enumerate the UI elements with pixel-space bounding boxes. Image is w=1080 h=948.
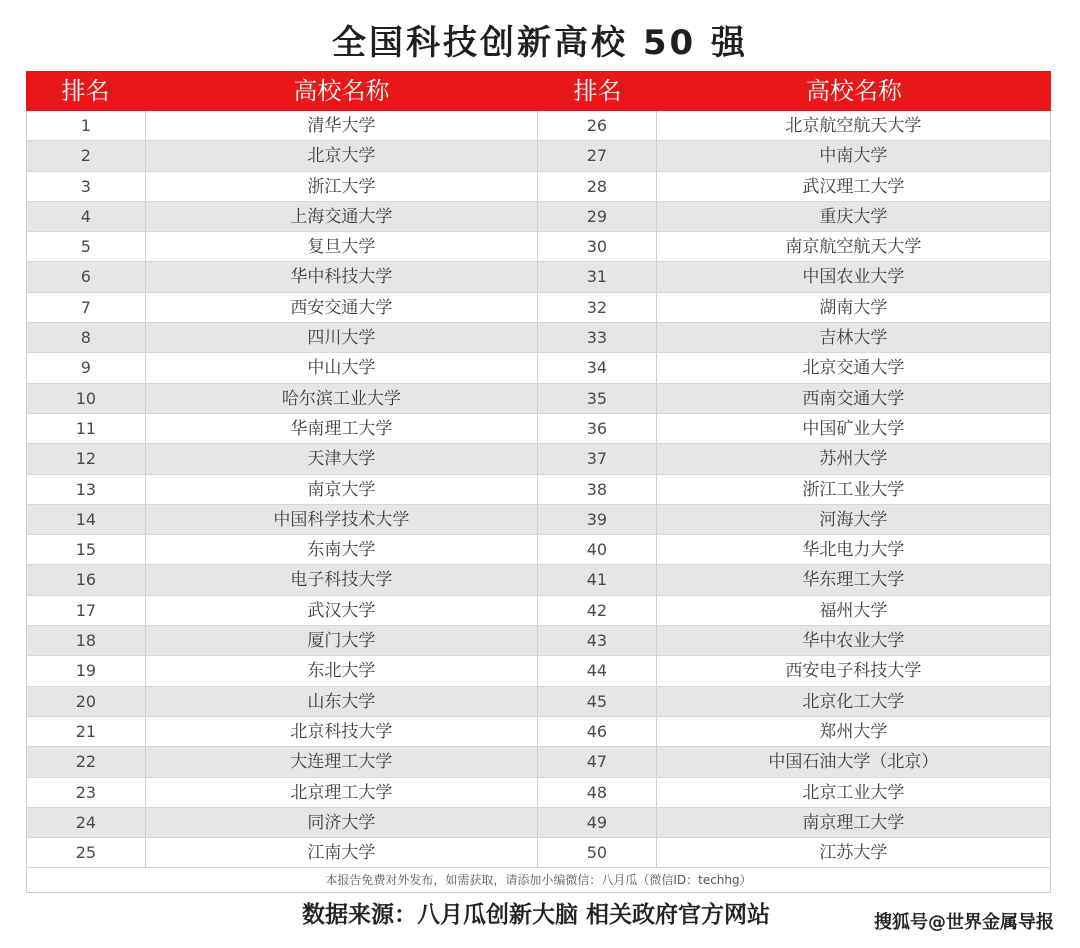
rank-cell: 10: [27, 384, 146, 413]
university-name-cell: 华南理工大学: [146, 414, 538, 443]
table-row: [27, 596, 1050, 626]
ranking-table: [26, 71, 1051, 893]
university-name-cell: 北京工业大学: [802, 782, 905, 803]
university-name-cell: 华中科技大学: [146, 262, 538, 291]
rank-cell: 6: [27, 262, 146, 291]
university-name-cell: 中国矿业大学: [802, 418, 905, 439]
university-name-cell: 北京科技大学: [146, 717, 538, 746]
table-row: [27, 141, 1050, 171]
university-name-cell: 北京大学: [146, 141, 538, 170]
university-name-cell: 南京理工大学: [802, 812, 905, 833]
rank-cell: 21: [27, 717, 146, 746]
table-row: [27, 262, 1050, 292]
rank-cell: 7: [27, 293, 146, 322]
rank-cell: 32: [538, 293, 657, 322]
university-name-cell: 北京航空航天大学: [785, 116, 922, 136]
university-name-cell: 四川大学: [146, 323, 538, 352]
rank-cell: 11: [27, 414, 146, 443]
university-name-cell: 大连理工大学: [146, 747, 538, 776]
rank-cell: 44: [538, 656, 657, 685]
university-name-cell: 华中农业大学: [802, 631, 905, 652]
university-name-cell: 武汉大学: [146, 596, 538, 625]
rank-cell: 27: [538, 141, 657, 170]
university-name-cell: 东南大学: [146, 535, 538, 564]
rank-cell: 31: [538, 262, 657, 291]
university-name-cell: 武汉理工大学: [802, 176, 905, 197]
table-row: [27, 475, 1050, 505]
rank-cell: 47: [538, 747, 657, 776]
rank-cell: 24: [27, 808, 146, 837]
university-name-cell: 北京交通大学: [802, 358, 905, 379]
table-row: [27, 778, 1050, 808]
table-row: [27, 626, 1050, 656]
university-name-cell: 郑州大学: [819, 721, 888, 742]
table-row: [27, 232, 1050, 262]
university-name-cell: 电子科技大学: [146, 565, 538, 594]
rank-cell: 26: [538, 111, 657, 140]
university-name-cell: 上海交通大学: [146, 202, 538, 231]
university-name-cell: 华东理工大学: [802, 570, 905, 591]
rank-cell: 43: [538, 626, 657, 655]
university-name-cell: 中国科学技术大学: [146, 505, 538, 534]
table-row: [27, 747, 1050, 777]
university-name-cell: 福州大学: [819, 600, 888, 621]
university-name-cell: 中南大学: [819, 146, 888, 167]
university-name-cell: 中国农业大学: [802, 267, 905, 288]
university-name-cell: 吉林大学: [819, 328, 888, 349]
university-name-cell: 山东大学: [146, 687, 538, 716]
rank-cell: 15: [27, 535, 146, 564]
table-row: [27, 111, 1050, 141]
rank-cell: 48: [538, 778, 657, 807]
rank-cell: 18: [27, 626, 146, 655]
table-row: [27, 838, 1050, 868]
table-row: [27, 293, 1050, 323]
university-name-cell: 西安交通大学: [146, 293, 538, 322]
university-name-cell: 南京航空航天大学: [785, 237, 922, 258]
table-row: [27, 414, 1050, 444]
table-header: [26, 71, 1051, 111]
university-name-cell: 厦门大学: [146, 626, 538, 655]
university-name-cell: 南京大学: [146, 475, 538, 504]
university-name-cell: 苏州大学: [819, 449, 888, 470]
rank-cell: 39: [538, 505, 657, 534]
university-name-cell: 天津大学: [146, 444, 538, 473]
rank-cell: 25: [27, 838, 146, 867]
rank-cell: 46: [538, 717, 657, 746]
rank-cell: 42: [538, 596, 657, 625]
rank-cell: 41: [538, 565, 657, 594]
table-row: [27, 505, 1050, 535]
rank-cell: 17: [27, 596, 146, 625]
rank-cell: 30: [538, 232, 657, 261]
table-row: [27, 172, 1050, 202]
rank-cell: 33: [538, 323, 657, 352]
rank-cell: 16: [27, 565, 146, 594]
university-name-cell: 湖南大学: [819, 297, 888, 318]
university-name-cell: 北京化工大学: [802, 691, 905, 712]
rank-cell: 1: [27, 111, 146, 140]
university-name-cell: 西南交通大学: [802, 388, 905, 409]
university-name-cell: 中国石油大学（北京）: [768, 752, 939, 773]
university-name-cell: 浙江工业大学: [802, 479, 905, 500]
rank-cell: 3: [27, 172, 146, 201]
rank-cell: 19: [27, 656, 146, 685]
table-row: [27, 717, 1050, 747]
rank-cell: 8: [27, 323, 146, 352]
table-row: [27, 535, 1050, 565]
rank-cell: 23: [27, 778, 146, 807]
university-name-cell: 江南大学: [146, 838, 538, 867]
data-source-text: 数据来源：八月瓜创新大脑 相关政府官方网站: [301, 902, 770, 928]
rank-cell: 50: [538, 838, 657, 867]
rank-cell: 35: [538, 384, 657, 413]
table-row: [27, 687, 1050, 717]
table-row: [27, 323, 1050, 353]
header-rank-left: 排名: [61, 77, 110, 105]
rank-cell: 22: [27, 747, 146, 776]
page-title: 全国科技创新高校 50 强: [332, 23, 748, 63]
rank-cell: 5: [27, 232, 146, 261]
header-rank-right: 排名: [573, 77, 622, 105]
rank-cell: 28: [538, 172, 657, 201]
university-name-cell: 哈尔滨工业大学: [146, 384, 538, 413]
rank-cell: 9: [27, 353, 146, 382]
table-row: [27, 353, 1050, 383]
table-row: [27, 384, 1050, 414]
rank-cell: 2: [27, 141, 146, 170]
rank-cell: 36: [538, 414, 657, 443]
rank-cell: 4: [27, 202, 146, 231]
university-name-cell: 河海大学: [819, 509, 888, 530]
rank-cell: 29: [538, 202, 657, 231]
table-row: [27, 656, 1050, 686]
university-name-cell: 重庆大学: [819, 206, 888, 227]
rank-cell: 13: [27, 475, 146, 504]
rank-cell: 40: [538, 535, 657, 564]
table-row: [27, 444, 1050, 474]
table-note: 本报告免费对外发布，如需获取，请添加小编微信：八月瓜（微信ID：techhg）: [26, 868, 1051, 893]
table-row: [27, 808, 1050, 838]
table-row: [27, 565, 1050, 595]
rank-cell: 38: [538, 475, 657, 504]
rank-cell: 34: [538, 353, 657, 382]
rank-cell: 12: [27, 444, 146, 473]
university-name-cell: 同济大学: [146, 808, 538, 837]
university-name-cell: 西安电子科技大学: [785, 661, 922, 682]
university-name-cell: 东北大学: [146, 656, 538, 685]
university-name-cell: 北京理工大学: [146, 778, 538, 807]
attribution-label: 搜狐号@世界金属导报: [874, 912, 1054, 933]
university-name-cell: 中山大学: [146, 353, 538, 382]
university-name-cell: 浙江大学: [146, 172, 538, 201]
university-name-cell: 江苏大学: [819, 843, 888, 864]
university-name-cell: 华北电力大学: [802, 540, 905, 561]
rank-cell: 37: [538, 444, 657, 473]
university-name-cell: 清华大学: [146, 111, 538, 140]
header-name-left: 高校名称: [293, 77, 390, 105]
table-row: [27, 202, 1050, 232]
rank-cell: 49: [538, 808, 657, 837]
header-name-right: 高校名称: [806, 77, 902, 105]
rank-cell: 20: [27, 687, 146, 716]
university-name-cell: 复旦大学: [146, 232, 538, 261]
rank-cell: 45: [538, 687, 657, 716]
rank-cell: 14: [27, 505, 146, 534]
table-body: [26, 111, 1051, 868]
